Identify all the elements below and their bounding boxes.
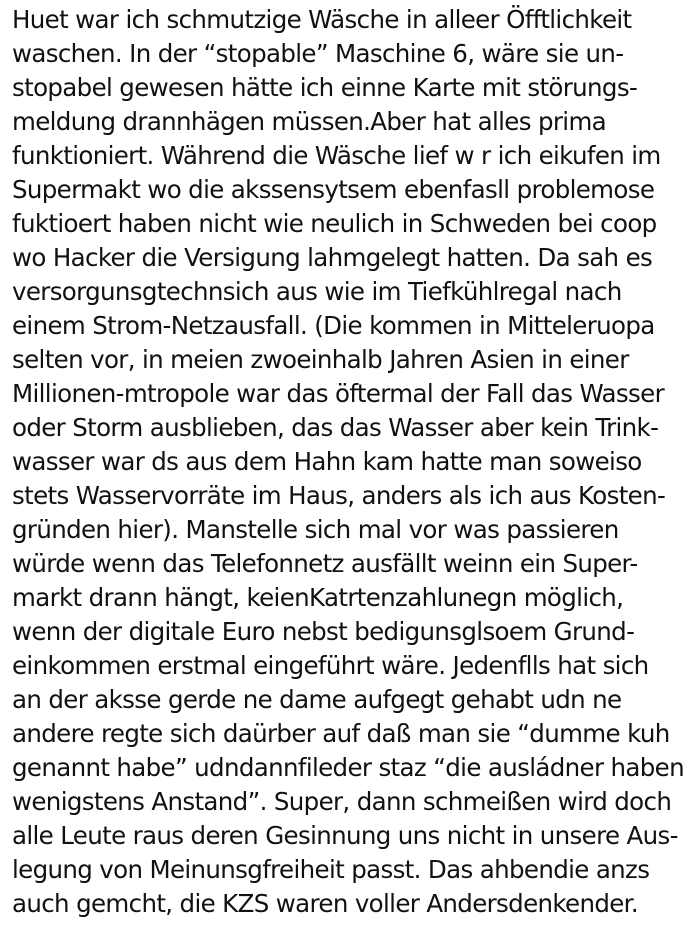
text-line-15: stets Wasservorräte im Haus, anders als ich aus Kosten-: [12, 481, 666, 510]
text-line-23: genannt habe” udndannfileder staz “die ausládner haben: [12, 753, 684, 782]
text-line-24: wenigstens Anstand”. Super, dann schmeißen wird doch: [12, 787, 672, 816]
text-line-9: versorgunsgtechnsich aus wie im Tiefkühlregal nach: [12, 277, 622, 306]
text-line-4: meldung drannhägen müssen.Aber hat alles prima: [12, 107, 607, 136]
text-line-16: gründen hier). Manstelle sich mal vor was passieren: [12, 515, 619, 544]
text-line-20: einkommen erstmal eingeführt wäre. Jedenflls hat sich: [12, 651, 649, 680]
text-line-22: andere regte sich daürber auf daß man sie “dumme kuh: [12, 719, 670, 748]
text-line-13: oder Storm ausblieben, das das Wasser aber kein Trink-: [12, 413, 659, 442]
text-line-18: markt drann hängt, keienKatrtenzahlunegn möglich,: [12, 583, 624, 612]
text-line-25: alle Leute raus deren Gesinnung uns nicht in unsere Aus-: [12, 821, 678, 850]
text-line-2: waschen. In der “stopable” Maschine 6, wäre sie un-: [12, 39, 624, 68]
text-line-27: auch gemcht, die KZS waren voller Andersdenkender.: [12, 889, 638, 918]
text-line-8: wo Hacker die Versigung lahmgelegt hatten. Da sah es: [12, 243, 653, 272]
text-line-10: einem Strom-Netzausfall. (Die kommen in Mitteleruopa: [12, 311, 655, 340]
text-line-3: stopabel gewesen hätte ich einne Karte mit störungs-: [12, 73, 638, 102]
text-line-5: funktioniert. Während die Wäsche lief w r ich eikufen im: [12, 141, 661, 170]
text-line-21: an der aksse gerde ne dame aufgegt gehabt udn ne: [12, 685, 622, 714]
body-text: [12, 3, 684, 921]
text-line-6: Supermakt wo die akssensytsem ebenfasll problemose: [12, 175, 655, 204]
text-line-19: wenn der digitale Euro nebst bedigunsglsoem Grund-: [12, 617, 635, 646]
text-line-12: Millionen-mtropole war das öftermal der Fall das Wasser: [12, 379, 664, 408]
text-line-7: fuktioert haben nicht wie neulich in Schweden bei coop: [12, 209, 657, 238]
text-line-17: würde wenn das Telefonnetz ausfällt weinn ein Super-: [12, 549, 638, 578]
text-line-14: wasser war ds aus dem Hahn kam hatte man soweiso: [12, 447, 642, 476]
text-line-11: selten vor, in meien zwoeinhalb Jahren Asien in einer: [12, 345, 629, 374]
text-line-1: Huet war ich schmutzige Wäsche in alleer Öfftlichkeit: [12, 5, 632, 34]
text-line-26: legung von Meinunsgfreiheit passt. Das ahbendie anzs: [12, 855, 650, 884]
